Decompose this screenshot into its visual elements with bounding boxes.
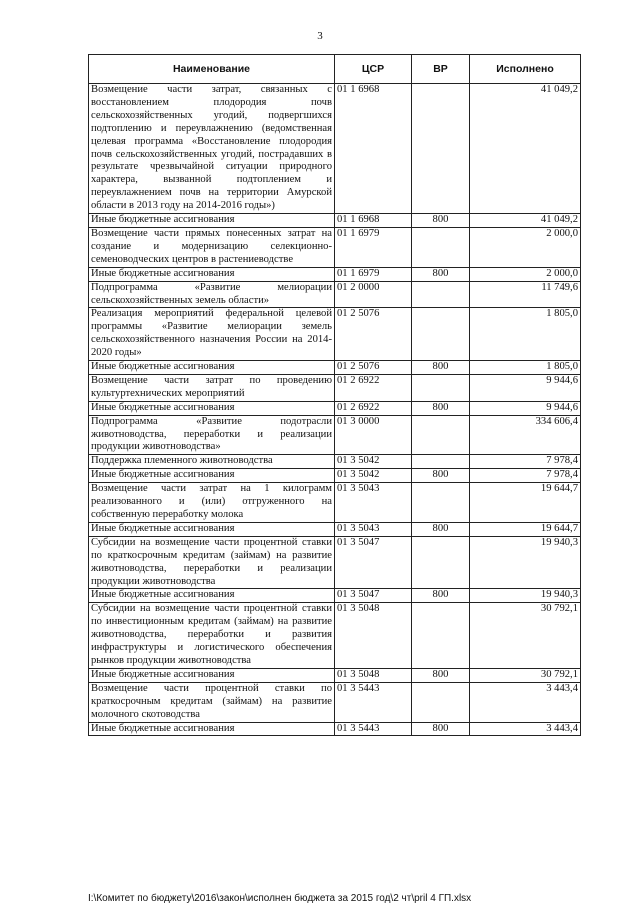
table-row [89, 483, 581, 523]
row-csr-cell: 01 3 5048 [335, 668, 412, 682]
row-vr-cell: 800 [412, 214, 470, 228]
row-vr-cell [412, 682, 470, 722]
row-sum-cell: 41 049,2 [470, 84, 581, 214]
table-row [89, 361, 581, 375]
row-name-cell: Иные бюджетные ассигнования [89, 668, 335, 682]
row-name-cell: Подпрограмма «Развитие подотрасли животноводства, переработки и реализации продукции животноводства» [89, 415, 335, 455]
row-sum-cell: 1 805,0 [470, 308, 581, 361]
row-csr-cell: 01 2 6922 [335, 401, 412, 415]
row-sum-cell: 2 000,0 [470, 267, 581, 281]
row-sum-cell: 30 792,1 [470, 603, 581, 669]
table-row [89, 84, 581, 214]
row-csr-cell: 01 3 5048 [335, 603, 412, 669]
row-name-cell: Иные бюджетные ассигнования [89, 722, 335, 736]
row-name-cell: Иные бюджетные ассигнования [89, 522, 335, 536]
table-row [89, 589, 581, 603]
row-name-cell: Возмещение части затрат на 1 килограмм реализованного и (или) отгруженного на собственную переработку молока [89, 483, 335, 523]
table-row [89, 214, 581, 228]
row-csr-cell: 01 2 5076 [335, 308, 412, 361]
row-name-cell: Подпрограмма «Развитие мелиорации сельскохозяйственных земель области» [89, 281, 335, 308]
row-sum-cell: 7 978,4 [470, 469, 581, 483]
header-csr: ЦСР [335, 55, 412, 84]
row-name-cell: Субсидии на возмещение части процентной ставки по инвестиционным кредитам (займам) на развитие животноводства, переработки и развития инфраструктуры и логистического обеспечения рынков продукции животноводства [89, 603, 335, 669]
row-vr-cell: 800 [412, 668, 470, 682]
row-csr-cell: 01 1 6979 [335, 267, 412, 281]
row-vr-cell: 800 [412, 522, 470, 536]
row-name-cell: Возмещение части затрат по проведению культуртехнических мероприятий [89, 374, 335, 401]
row-vr-cell: 800 [412, 267, 470, 281]
row-csr-cell: 01 3 5042 [335, 455, 412, 469]
budget-execution-table [88, 54, 581, 736]
row-name-cell: Иные бюджетные ассигнования [89, 401, 335, 415]
row-sum-cell: 19 644,7 [470, 522, 581, 536]
row-vr-cell [412, 281, 470, 308]
row-csr-cell: 01 3 5443 [335, 682, 412, 722]
row-csr-cell: 01 3 5047 [335, 589, 412, 603]
row-csr-cell: 01 2 6922 [335, 374, 412, 401]
row-csr-cell: 01 3 5047 [335, 536, 412, 589]
table-row [89, 668, 581, 682]
row-vr-cell [412, 415, 470, 455]
page-number: 3 [317, 30, 323, 42]
row-sum-cell: 19 644,7 [470, 483, 581, 523]
row-sum-cell: 334 606,4 [470, 415, 581, 455]
row-vr-cell [412, 84, 470, 214]
row-name-cell: Иные бюджетные ассигнования [89, 214, 335, 228]
row-csr-cell: 01 3 0000 [335, 415, 412, 455]
row-csr-cell: 01 1 6979 [335, 227, 412, 267]
row-name-cell: Иные бюджетные ассигнования [89, 589, 335, 603]
row-vr-cell: 800 [412, 589, 470, 603]
row-sum-cell: 9 944,6 [470, 401, 581, 415]
row-vr-cell [412, 227, 470, 267]
table-row [89, 603, 581, 669]
row-sum-cell: 30 792,1 [470, 668, 581, 682]
table-row [89, 469, 581, 483]
row-sum-cell: 19 940,3 [470, 589, 581, 603]
row-sum-cell: 11 749,6 [470, 281, 581, 308]
row-name-cell: Иные бюджетные ассигнования [89, 469, 335, 483]
row-vr-cell [412, 483, 470, 523]
row-sum-cell: 41 049,2 [470, 214, 581, 228]
row-vr-cell [412, 603, 470, 669]
row-sum-cell: 7 978,4 [470, 455, 581, 469]
row-csr-cell: 01 2 5076 [335, 361, 412, 375]
header-vr: ВР [412, 55, 470, 84]
row-csr-cell: 01 3 5443 [335, 722, 412, 736]
row-vr-cell [412, 455, 470, 469]
table-row [89, 281, 581, 308]
row-csr-cell: 01 2 0000 [335, 281, 412, 308]
table-row [89, 722, 581, 736]
row-name-cell: Иные бюджетные ассигнования [89, 361, 335, 375]
row-name-cell: Возмещение части процентной ставки по краткосрочным кредитам (займам) на развитие молочного скотоводства [89, 682, 335, 722]
table-row [89, 415, 581, 455]
table-row [89, 682, 581, 722]
row-vr-cell: 800 [412, 722, 470, 736]
row-sum-cell: 2 000,0 [470, 227, 581, 267]
table-row [89, 267, 581, 281]
file-path-footer: I:\Комитет по бюджету\2016\закон\исполнен бюджета за 2015 год\2 чт\pril 4 ГП.xlsx [88, 893, 472, 904]
header-name: Наименование [89, 55, 335, 84]
row-name-cell: Субсидии на возмещение части процентной ставки по краткосрочным кредитам (займам) на развитие животноводства, переработки и реализации продукции животноводства [89, 536, 335, 589]
row-sum-cell: 3 443,4 [470, 682, 581, 722]
row-name-cell: Поддержка племенного животноводства [89, 455, 335, 469]
row-name-cell: Возмещение части прямых понесенных затрат на создание и модернизацию селекционно-семеноводческих центров в растениеводстве [89, 227, 335, 267]
row-name-cell: Реализация мероприятий федеральной целевой программы «Развитие мелиорации земель сельскохозяйственного назначения России на 2014-2020 годы» [89, 308, 335, 361]
row-sum-cell: 9 944,6 [470, 374, 581, 401]
table-row [89, 536, 581, 589]
row-sum-cell: 1 805,0 [470, 361, 581, 375]
row-vr-cell [412, 536, 470, 589]
table-row [89, 374, 581, 401]
row-csr-cell: 01 1 6968 [335, 84, 412, 214]
row-vr-cell [412, 308, 470, 361]
row-vr-cell [412, 374, 470, 401]
header-executed: Исполнено [470, 55, 581, 84]
table-row [89, 455, 581, 469]
table-header-row [89, 55, 581, 84]
row-sum-cell: 3 443,4 [470, 722, 581, 736]
row-csr-cell: 01 1 6968 [335, 214, 412, 228]
row-name-cell: Иные бюджетные ассигнования [89, 267, 335, 281]
row-csr-cell: 01 3 5043 [335, 483, 412, 523]
row-name-cell: Возмещение части затрат, связанных с восстановлением плодородия почв сельскохозяйственных угодий, подвергшихся подтоплению и переувлажнению (ведомственная целевая программа «Восстановление плодородия почв сельскохозяйственных угодий, пострадавших в результате чрезвычайной ситуации природного характера, вызванной подтоплением и переувлажнением почв на территории Амурской области в 2013 году на 2014-2016 годы») [89, 84, 335, 214]
row-vr-cell: 800 [412, 401, 470, 415]
table-row [89, 227, 581, 267]
row-csr-cell: 01 3 5043 [335, 522, 412, 536]
table-row [89, 308, 581, 361]
row-csr-cell: 01 3 5042 [335, 469, 412, 483]
row-sum-cell: 19 940,3 [470, 536, 581, 589]
table-row [89, 401, 581, 415]
row-vr-cell: 800 [412, 361, 470, 375]
row-vr-cell: 800 [412, 469, 470, 483]
table-row [89, 522, 581, 536]
